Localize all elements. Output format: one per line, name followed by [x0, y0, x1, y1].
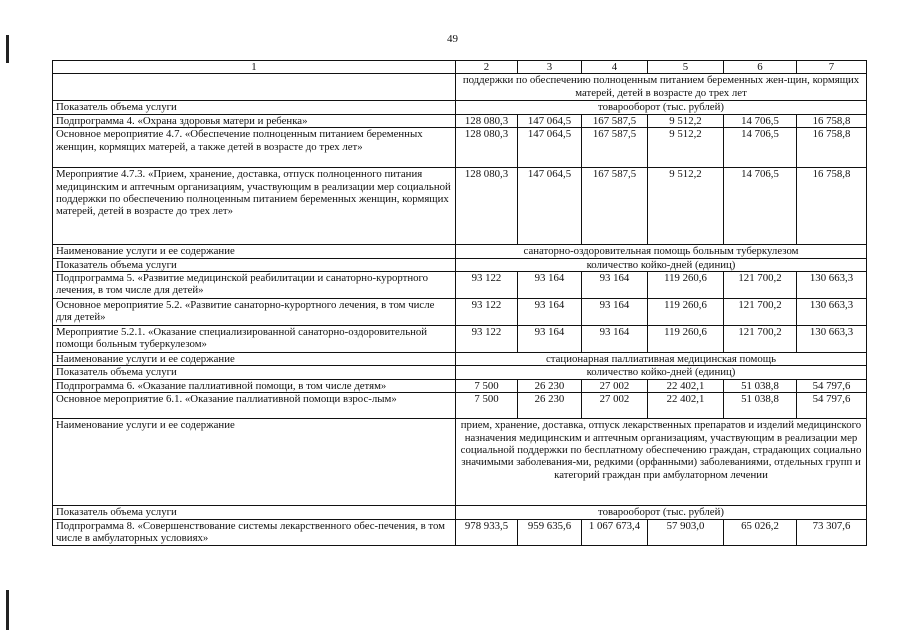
value-cell: 147 064,5 [518, 168, 582, 245]
service-description: товарооборот (тыс. рублей) [456, 101, 867, 114]
value-cell: 130 663,3 [797, 326, 867, 353]
value-cell: 93 164 [582, 299, 648, 326]
service-info-row [53, 506, 867, 519]
value-cell: 54 797,6 [797, 393, 867, 419]
binding-mark [6, 590, 9, 630]
page-number: 49 [447, 33, 458, 45]
value-cell: 73 307,6 [797, 519, 867, 545]
value-cell: 93 164 [582, 272, 648, 299]
value-cell: 128 080,3 [456, 168, 518, 245]
program-row [53, 128, 867, 168]
row-label: Показатель объема услуги [53, 506, 456, 519]
value-cell: 167 587,5 [582, 168, 648, 245]
program-name: Подпрограмма 5. «Развитие медицинской реабилитации и санаторно-курортного лечения, в том числе для детей» [53, 272, 456, 299]
value-cell: 65 026,2 [724, 519, 797, 545]
value-cell: 54 797,6 [797, 379, 867, 392]
row-label: Наименование услуги и ее содержание [53, 419, 456, 506]
service-info-row [53, 245, 867, 258]
value-cell: 1 067 673,4 [582, 519, 648, 545]
value-cell: 26 230 [518, 379, 582, 392]
program-row [53, 379, 867, 392]
value-cell: 16 758,8 [797, 114, 867, 127]
row-label: Наименование услуги и ее содержание [53, 353, 456, 366]
program-row [53, 519, 867, 545]
value-cell: 978 933,5 [456, 519, 518, 545]
value-cell: 14 706,5 [724, 168, 797, 245]
binding-mark [6, 35, 9, 63]
value-cell: 7 500 [456, 393, 518, 419]
program-row [53, 299, 867, 326]
value-cell: 14 706,5 [724, 114, 797, 127]
value-cell: 93 164 [582, 326, 648, 353]
program-name: Подпрограмма 6. «Оказание паллиативной помощи, в том числе детям» [53, 379, 456, 392]
column-header: 1 [53, 61, 456, 74]
value-cell: 93 122 [456, 326, 518, 353]
column-header: 4 [582, 61, 648, 74]
value-cell: 27 002 [582, 379, 648, 392]
value-cell: 167 587,5 [582, 128, 648, 168]
value-cell: 9 512,2 [648, 168, 724, 245]
value-cell: 9 512,2 [648, 114, 724, 127]
value-cell: 130 663,3 [797, 272, 867, 299]
value-cell: 93 164 [518, 299, 582, 326]
program-name: Основное мероприятие 6.1. «Оказание паллиативной помощи взрос-лым» [53, 393, 456, 419]
value-cell: 51 038,8 [724, 379, 797, 392]
value-cell: 93 164 [518, 326, 582, 353]
program-row [53, 168, 867, 245]
service-info-row [53, 366, 867, 379]
service-description: поддержки по обеспечению полноценным питанием беременных жен-щин, кормящих матерей, детей в возрасте до трех лет [456, 74, 867, 101]
value-cell: 121 700,2 [724, 326, 797, 353]
value-cell: 51 038,8 [724, 393, 797, 419]
value-cell: 9 512,2 [648, 128, 724, 168]
value-cell: 22 402,1 [648, 393, 724, 419]
row-label: Наименование услуги и ее содержание [53, 245, 456, 258]
value-cell: 130 663,3 [797, 299, 867, 326]
service-description: количество койко-дней (единиц) [456, 258, 867, 271]
column-header: 3 [518, 61, 582, 74]
value-cell: 93 122 [456, 299, 518, 326]
value-cell: 128 080,3 [456, 128, 518, 168]
row-label: Показатель объема услуги [53, 101, 456, 114]
service-info-row [53, 353, 867, 366]
value-cell: 93 164 [518, 272, 582, 299]
service-info-row [53, 258, 867, 271]
program-row [53, 114, 867, 127]
service-info-row [53, 74, 867, 101]
value-cell: 26 230 [518, 393, 582, 419]
value-cell: 16 758,8 [797, 168, 867, 245]
program-name: Основное мероприятие 5.2. «Развитие санаторно-курортного лечения, в том числе для детей» [53, 299, 456, 326]
value-cell: 119 260,6 [648, 272, 724, 299]
column-header: 6 [724, 61, 797, 74]
value-cell: 119 260,6 [648, 326, 724, 353]
value-cell: 147 064,5 [518, 114, 582, 127]
value-cell: 16 758,8 [797, 128, 867, 168]
value-cell: 93 122 [456, 272, 518, 299]
program-row [53, 393, 867, 419]
value-cell: 121 700,2 [724, 299, 797, 326]
program-name: Подпрограмма 4. «Охрана здоровья матери и ребенка» [53, 114, 456, 127]
service-description: количество койко-дней (единиц) [456, 366, 867, 379]
service-description: товарооборот (тыс. рублей) [456, 506, 867, 519]
row-label: Показатель объема услуги [53, 366, 456, 379]
value-cell: 959 635,6 [518, 519, 582, 545]
program-name: Мероприятие 4.7.3. «Прием, хранение, доставка, отпуск полноценного питания медицинским и аптечным организациям, участвующим в реализации мер социальной поддержки по обеспечению полноценным питанием беременных женщин, кормящих матерей, детей в возрасте до трех лет» [53, 168, 456, 245]
program-name: Основное мероприятие 4.7. «Обеспечение полноценным питанием беременных женщин, кормящих матерей, а также детей в возрасте до трех лет» [53, 128, 456, 168]
value-cell: 22 402,1 [648, 379, 724, 392]
column-number-row [53, 61, 867, 74]
program-name: Подпрограмма 8. «Совершенствование системы лекарственного обес-печения, в том числе в амбулаторных условиях» [53, 519, 456, 545]
value-cell: 14 706,5 [724, 128, 797, 168]
column-header: 2 [456, 61, 518, 74]
program-row [53, 326, 867, 353]
value-cell: 167 587,5 [582, 114, 648, 127]
value-cell: 119 260,6 [648, 299, 724, 326]
row-label: Показатель объема услуги [53, 258, 456, 271]
service-description: прием, хранение, доставка, отпуск лекарственных препаратов и изделий медицинского назначения медицинским и аптечным организациям, участвующим в реализации мер социальной поддержки по бесплатному обеспечению граждан, страдающих социально значимыми заболевания-ми, редкими (орфанными) заболеваниями, отдельных групп и категорий граждан при амбулаторном лечении [456, 419, 867, 506]
row-label [53, 74, 456, 101]
service-info-row [53, 101, 867, 114]
column-header: 5 [648, 61, 724, 74]
value-cell: 128 080,3 [456, 114, 518, 127]
program-name: Мероприятие 5.2.1. «Оказание специализированной санаторно-оздоровительной помощи больным туберкулезом» [53, 326, 456, 353]
column-header: 7 [797, 61, 867, 74]
value-cell: 7 500 [456, 379, 518, 392]
program-row [53, 272, 867, 299]
value-cell: 121 700,2 [724, 272, 797, 299]
value-cell: 147 064,5 [518, 128, 582, 168]
budget-table [52, 60, 867, 546]
value-cell: 57 903,0 [648, 519, 724, 545]
value-cell: 27 002 [582, 393, 648, 419]
service-info-row [53, 419, 867, 506]
service-description: стационарная паллиативная медицинская помощь [456, 353, 867, 366]
service-description: санаторно-оздоровительная помощь больным туберкулезом [456, 245, 867, 258]
